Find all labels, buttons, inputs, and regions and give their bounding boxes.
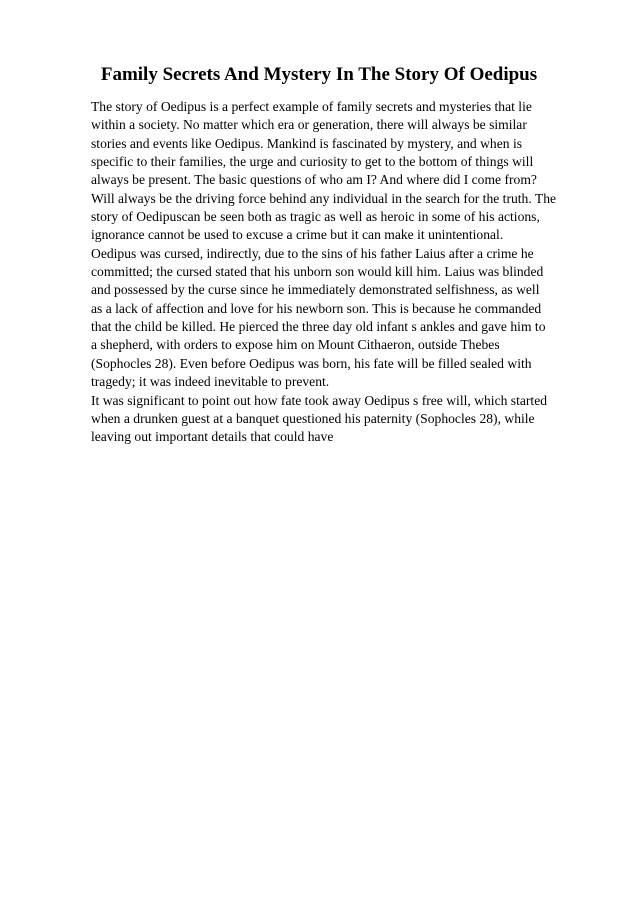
document-title: Family Secrets And Mystery In The Story Of Oedipus — [100, 64, 538, 85]
body-line: stories and events like Oedipus. Mankind is fascinated by mystery, and when is — [91, 135, 523, 151]
body-line: (Sophocles 28). Even before Oedipus was born, his fate will be filled sealed with — [91, 355, 532, 371]
body-line: and possessed by the curse since he immediately demonstrated selfishness, as well — [91, 282, 540, 298]
document-body — [91, 98, 611, 447]
body-line: It was significant to point out how fate took away Oedipus s free will, which started — [91, 392, 548, 408]
body-line: as a lack of affection and love for his newborn son. This is because he commanded — [91, 300, 542, 316]
body-line: leaving out important details that could have — [91, 429, 334, 445]
body-line: when a drunken guest at a banquet questioned his paternity (Sophocles 28), while — [91, 410, 535, 426]
body-line: tragedy; it was indeed inevitable to prevent. — [91, 374, 330, 390]
body-line: Oedipus was cursed, indirectly, due to the sins of his father Laius after a crime he — [91, 245, 534, 261]
body-line: ignorance cannot be used to excuse a crime but it can make it unintentional. — [91, 227, 504, 243]
body-line: always be present. The basic questions of who am I? And where did I come from? — [91, 172, 537, 188]
body-line: a shepherd, with orders to expose him on Mount Cithaeron, outside Thebes — [91, 337, 500, 353]
body-line: that the child be killed. He pierced the three day old infant s ankles and gave him to — [91, 319, 546, 335]
body-line: The story of Oedipus is a perfect example of family secrets and mysteries that lie — [91, 99, 532, 114]
body-line: Will always be the driving force behind any individual in the search for the truth. The — [91, 190, 557, 206]
body-line: specific to their families, the urge and curiosity to get to the bottom of things will — [91, 154, 534, 170]
body-line: story of Oedipuscan be seen both as tragic as well as heroic in some of his actions, — [91, 209, 540, 225]
body-line: committed; the cursed stated that his unborn son would kill him. Laius was blinded — [91, 264, 544, 280]
body-line: within a society. No matter which era or generation, there will always be similar — [91, 117, 527, 133]
